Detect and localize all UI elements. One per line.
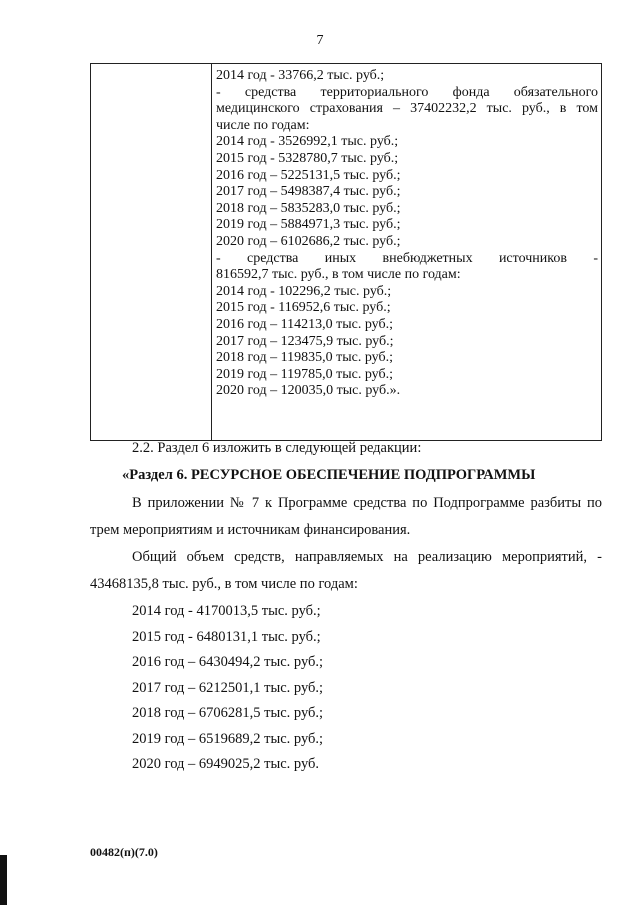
year-line: 2014 год - 4170013,5 тыс. руб.; [132,603,321,619]
table-right-cell [216,68,598,400]
year-line: 2016 год – 6430494,2 тыс. руб.; [132,654,324,670]
table-line: 2017 год – 123475,9 тыс. руб.; [216,333,394,349]
funding-table [90,63,602,441]
scan-edge-mark [0,855,7,905]
table-line: 2020 год – 6102686,2 тыс. руб.; [216,233,401,249]
year-line: 2019 год – 6519689,2 тыс. руб.; [132,730,324,747]
table-line: числе по годам: [216,117,310,133]
table-line: 2017 год – 5498387,4 тыс. руб.; [216,184,401,200]
table-line: 2019 год – 5884971,3 тыс. руб.; [216,217,401,233]
year-line: 2017 год – 6212501,1 тыс. руб.; [132,679,324,696]
table-line: 2016 год – 114213,0 тыс. руб.; [216,316,393,332]
table-column-divider [211,64,212,440]
table-line: медицинского страхования – 37402232,2 тыс. руб., в том [216,101,598,117]
page-number: 7 [316,33,324,48]
year-line: 2015 год - 6480131,1 тыс. руб.; [132,628,321,645]
table-line: 2015 год - 5328780,7 тыс. руб.; [216,150,399,166]
table-line: 2015 год - 116952,6 тыс. руб.; [216,300,391,316]
table-line: 2020 год – 120035,0 тыс. руб.». [216,383,401,399]
table-line: - средства территориального фонда обязательного [216,84,598,100]
table-line: 2016 год – 5225131,5 тыс. руб.; [216,167,401,183]
table-line: 2014 год - 33766,2 тыс. руб.; [216,68,385,83]
year-line: 2020 год – 6949025,2 тыс. руб. [132,756,320,772]
paragraph-line: трем мероприятиям и источникам финансирования. [90,522,411,538]
document-body [90,436,602,778]
document-code: 00482(п)(7.0) [90,845,158,859]
table-line: 2018 год – 119835,0 тыс. руб.; [216,350,393,366]
table-line: 2014 год - 102296,2 тыс. руб.; [216,283,392,299]
paragraph-line: Общий объем средств, направляемых на реализацию мероприятий, - [132,549,602,565]
paragraph-line: 43468135,8 тыс. руб., в том числе по годам: [90,576,358,592]
table-line: - средства иных внебюджетных источников - [216,250,598,266]
table-line: 2019 год – 119785,0 тыс. руб.; [216,366,393,382]
table-line: 816592,7 тыс. руб., в том числе по годам: [216,267,461,283]
year-line: 2018 год – 6706281,5 тыс. руб.; [132,705,324,721]
paragraph-line: В приложении № 7 к Программе средства по Подпрограмме разбиты по [132,495,602,511]
table-line: 2018 год – 5835283,0 тыс. руб.; [216,200,401,216]
section-heading: «Раздел 6. РЕСУРСНОЕ ОБЕСПЕЧЕНИЕ ПОДПРОГРАММЫ [122,467,536,483]
table-line: 2014 год - 3526992,1 тыс. руб.; [216,134,399,150]
amendment-paragraph: 2.2. Раздел 6 изложить в следующей редакции: [132,440,422,456]
